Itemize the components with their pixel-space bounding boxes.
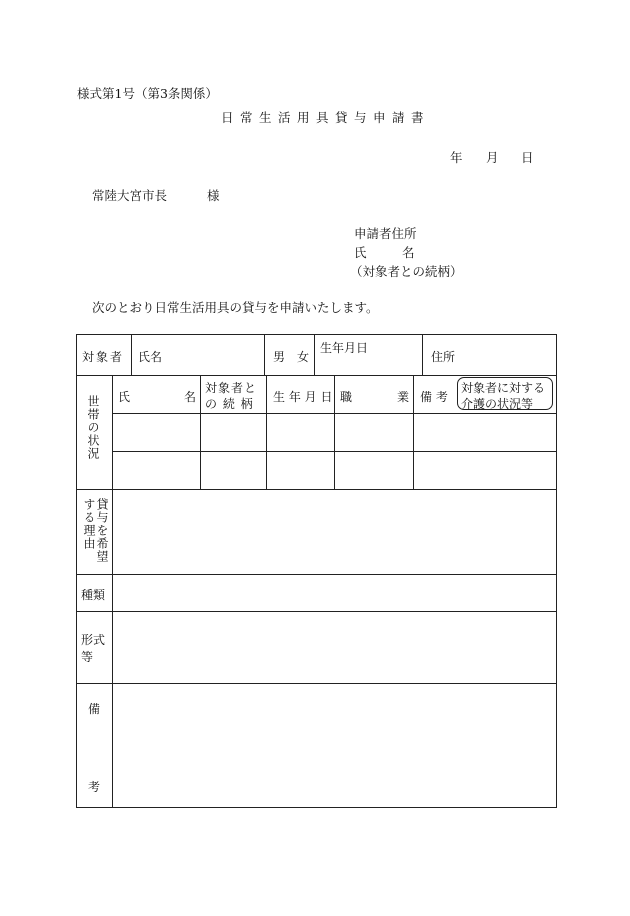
household-name-label-1: 氏 bbox=[118, 390, 131, 404]
household-remarks-label: 備 考 bbox=[420, 390, 448, 404]
date-year-label: 年 bbox=[450, 150, 463, 165]
applicant-address-label: 申請者住所 bbox=[354, 226, 417, 241]
form-number: 様式第1号（第3条関係） bbox=[77, 86, 218, 101]
remarks-label-1: 備 bbox=[88, 702, 101, 716]
address-label: 住所 bbox=[431, 350, 456, 364]
household-occupation-label-2: 業 bbox=[397, 390, 410, 404]
subject-name-label: 氏名 bbox=[138, 350, 163, 364]
applicant-name-label-2: 名 bbox=[402, 245, 415, 260]
applicant-relation-label: （対象者との続柄） bbox=[350, 264, 463, 279]
date-month-label: 月 bbox=[486, 150, 499, 165]
care-status-label-1: 対象者に対する bbox=[461, 381, 546, 395]
household-occupation-label-1: 職 bbox=[340, 390, 353, 404]
reason-label-1: 貸与を希望 bbox=[95, 498, 109, 563]
birthdate-label: 生年月日 bbox=[320, 341, 369, 355]
household-label: 世帯の状況 bbox=[86, 395, 100, 460]
model-label-1: 形式 bbox=[81, 633, 106, 647]
model-label-2: 等 bbox=[81, 650, 94, 664]
addressee: 常陸大宮市長 bbox=[92, 188, 168, 203]
household-relation-label-2: の 続 柄 bbox=[205, 397, 254, 411]
care-status-label-2: 介護の状況等 bbox=[461, 397, 534, 411]
page-title: 日常生活用具貸与申請書 bbox=[221, 110, 431, 125]
subject-label: 対象者 bbox=[82, 350, 125, 364]
honorific: 様 bbox=[207, 188, 220, 203]
household-relation-label-1: 対象者と bbox=[205, 381, 258, 395]
remarks-label-2: 考 bbox=[88, 780, 101, 794]
household-birthdate-label: 生 年 月 日 bbox=[273, 390, 333, 404]
household-name-label-2: 名 bbox=[184, 390, 197, 404]
applicant-name-label-1: 氏 bbox=[354, 245, 367, 260]
type-label: 種類 bbox=[81, 588, 106, 602]
date-day-label: 日 bbox=[521, 150, 534, 165]
gender-label: 男 女 bbox=[273, 350, 310, 364]
reason-label-2: する理由 bbox=[82, 498, 96, 550]
intro-text: 次のとおり日常生活用具の貸与を申請いたします。 bbox=[92, 300, 379, 315]
